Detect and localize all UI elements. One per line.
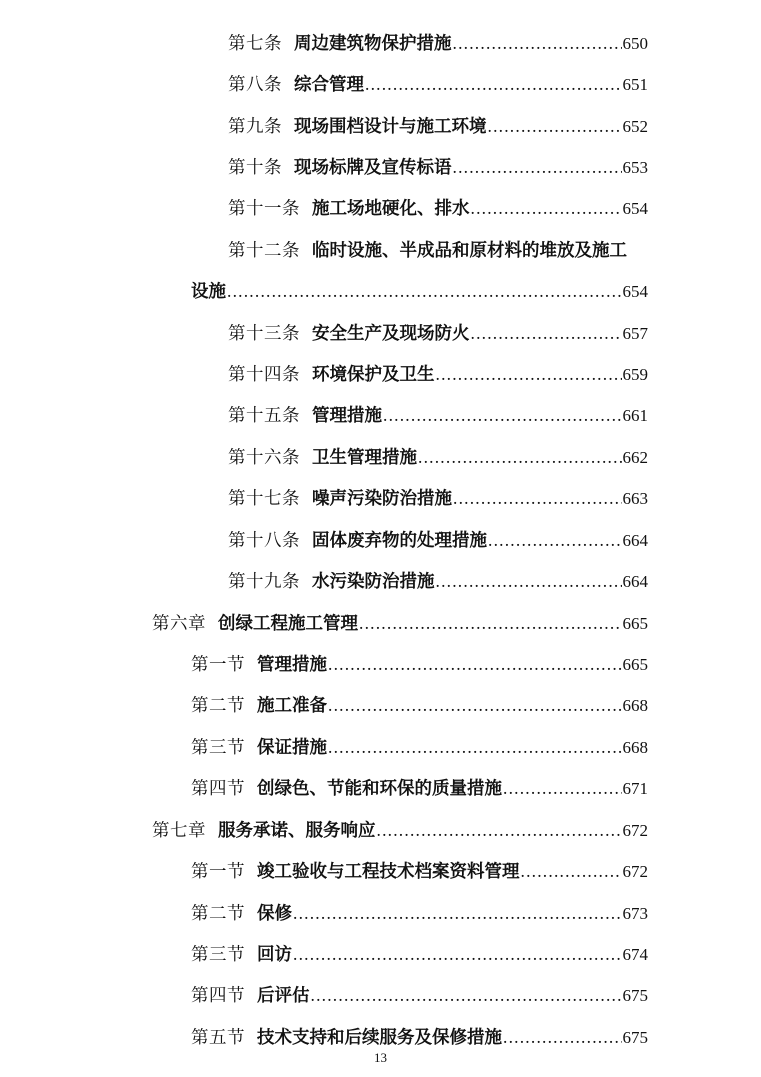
- toc-entry-title: 综合管理: [294, 75, 364, 95]
- toc-entry-page: 659: [622, 365, 648, 384]
- toc-entry-page: 664: [622, 531, 648, 550]
- toc-entry-number: 第十条: [228, 158, 282, 178]
- toc-leader-dots: [488, 115, 622, 137]
- toc-entry-number: 第九条: [228, 117, 282, 137]
- toc-leader-dots: [383, 404, 622, 426]
- toc-entry: [228, 356, 648, 386]
- toc-leader-dots: [453, 156, 622, 178]
- toc-entry-page: 651: [622, 75, 648, 94]
- toc-leader-dots: [328, 694, 622, 716]
- toc-entry: [228, 66, 648, 96]
- toc-entry-title: 保证措施: [257, 738, 327, 758]
- toc-entry-title: 安全生产及现场防火: [312, 324, 470, 344]
- page-number: 13: [374, 1050, 387, 1065]
- toc-entry-title: 设施: [191, 282, 226, 302]
- toc-chapter: [152, 605, 648, 635]
- toc-entry-title: 管理措施: [312, 406, 382, 426]
- toc-entry-number: 第十四条: [228, 365, 300, 385]
- toc-section: [191, 646, 648, 676]
- toc-leader-dots: [471, 197, 622, 219]
- toc-entry-page: 674: [622, 945, 648, 964]
- toc-section: [191, 853, 648, 883]
- toc-entry-page: 662: [622, 448, 648, 467]
- toc-entry-number: 第十七条: [228, 489, 300, 509]
- toc-leader-dots: [359, 612, 622, 634]
- toc-entry-title: 服务承诺、服务响应: [218, 821, 376, 841]
- toc-entry-number: 第一节: [191, 862, 245, 882]
- toc-entry-page: 652: [622, 117, 648, 136]
- toc-entry-title: 后评估: [257, 986, 310, 1006]
- toc-entry-continuation: [191, 273, 648, 303]
- toc-entry-title: 施工场地硬化、排水: [312, 199, 470, 219]
- toc-entry-number: 第八条: [228, 75, 282, 95]
- toc-entry-page: 650: [622, 34, 648, 53]
- toc-entry-page: 653: [622, 158, 648, 177]
- toc-leader-dots: [293, 943, 622, 965]
- toc-entry-title: 周边建筑物保护措施: [294, 34, 452, 54]
- toc-leader-dots: [453, 487, 622, 509]
- toc-chapter: [152, 812, 648, 842]
- toc-entry-number: 第七条: [228, 34, 282, 54]
- toc-section: [191, 1019, 648, 1049]
- toc-entry-title: 水污染防治措施: [312, 572, 435, 592]
- toc-entry-page: 673: [622, 904, 648, 923]
- toc-entry-number: 第十一条: [228, 199, 300, 219]
- toc-section: [191, 895, 648, 925]
- toc-entry-page: 657: [622, 324, 648, 343]
- toc-leader-dots: [293, 902, 622, 924]
- toc-entry: [228, 108, 648, 138]
- toc-entry-title: 竣工验收与工程技术档案资料管理: [257, 862, 520, 882]
- toc-leader-dots: [377, 819, 622, 841]
- toc-entry-title: 回访: [257, 945, 292, 965]
- toc-entry-page: 654: [622, 199, 648, 218]
- toc-section: [191, 977, 648, 1007]
- toc-entry-page: 671: [622, 779, 648, 798]
- toc-entry-title: 卫生管理措施: [312, 448, 417, 468]
- toc-entry: [228, 439, 648, 469]
- toc-entry-number: 第三节: [191, 738, 245, 758]
- toc-leader-dots: [328, 736, 622, 758]
- toc-entry-title: 管理措施: [257, 655, 327, 675]
- toc-leader-dots: [436, 363, 622, 385]
- toc-entry-title: 固体废弃物的处理措施: [312, 531, 487, 551]
- toc-entry-number: 第二节: [191, 696, 245, 716]
- toc-leader-dots: [503, 1026, 622, 1048]
- toc-leader-dots: [311, 984, 622, 1006]
- toc-entry-page: 672: [622, 821, 648, 840]
- toc-entry-page: 675: [622, 986, 648, 1005]
- toc-entry-page: 675: [622, 1028, 648, 1047]
- toc-entry-number: 第一节: [191, 655, 245, 675]
- toc-entry-number: 第四节: [191, 779, 245, 799]
- toc-leader-dots: [453, 32, 622, 54]
- toc-entry: [228, 190, 648, 220]
- toc-entry-title: 技术支持和后续服务及保修措施: [257, 1028, 502, 1048]
- toc-entry-number: 第十五条: [228, 406, 300, 426]
- toc-leader-dots: [227, 280, 622, 302]
- toc-entry-number: 第十三条: [228, 324, 300, 344]
- toc-section: [191, 687, 648, 717]
- toc-leader-dots: [488, 529, 622, 551]
- toc-entry-number: 第七章: [152, 821, 206, 841]
- toc-entry: [228, 563, 648, 593]
- toc-section: [191, 729, 648, 759]
- toc-entry: [228, 25, 648, 55]
- toc-entry-title: 噪声污染防治措施: [312, 489, 452, 509]
- toc-entry: [228, 397, 648, 427]
- toc-entry-title: 环境保护及卫生: [312, 365, 435, 385]
- toc-entry-title: 现场标牌及宣传标语: [294, 158, 452, 178]
- toc-entry: [228, 480, 648, 510]
- toc-entry: [228, 149, 648, 179]
- toc-entry-number: 第十八条: [228, 531, 300, 551]
- toc-entry-number: 第三节: [191, 945, 245, 965]
- toc-leader-dots: [365, 73, 622, 95]
- toc-leader-dots: [328, 653, 622, 675]
- toc-entry: [228, 522, 648, 552]
- toc-leader-dots: [471, 322, 622, 344]
- toc-entry-page: 664: [622, 572, 648, 591]
- toc-entry-title: 创绿工程施工管理: [218, 614, 358, 634]
- toc-entry-title: 创绿色、节能和环保的质量措施: [257, 779, 502, 799]
- toc-leader-dots: [503, 777, 622, 799]
- toc-entry-page: 654: [622, 282, 648, 301]
- toc-entry-number: 第十六条: [228, 448, 300, 468]
- toc-entry-title: 现场围档设计与施工环境: [294, 117, 487, 137]
- toc-entry-number: 第五节: [191, 1028, 245, 1048]
- toc-leader-dots: [418, 446, 622, 468]
- toc-entry-number: 第六章: [152, 614, 206, 634]
- toc-entry-number: 第四节: [191, 986, 245, 1006]
- toc-entry-title: 保修: [257, 904, 292, 924]
- toc-entry: [228, 315, 648, 345]
- toc-section: [191, 770, 648, 800]
- toc-entry-page: 668: [622, 738, 648, 757]
- toc-entry-page: 665: [622, 655, 648, 674]
- toc-entry-page: 661: [622, 406, 648, 425]
- toc-entry-title: 临时设施、半成品和原材料的堆放及施工: [312, 241, 627, 261]
- toc-entry-number: 第十九条: [228, 572, 300, 592]
- toc-entry-number: 第十二条: [228, 241, 300, 261]
- toc-entry: [228, 232, 627, 262]
- toc-entry-page: 665: [622, 614, 648, 633]
- toc-entry-page: 668: [622, 696, 648, 715]
- toc-entry-page: 672: [622, 862, 648, 881]
- toc-section: [191, 936, 648, 966]
- toc-leader-dots: [521, 860, 622, 882]
- toc-entry-number: 第二节: [191, 904, 245, 924]
- toc-leader-dots: [436, 570, 622, 592]
- toc-entry-page: 663: [622, 489, 648, 508]
- toc-entry-title: 施工准备: [257, 696, 327, 716]
